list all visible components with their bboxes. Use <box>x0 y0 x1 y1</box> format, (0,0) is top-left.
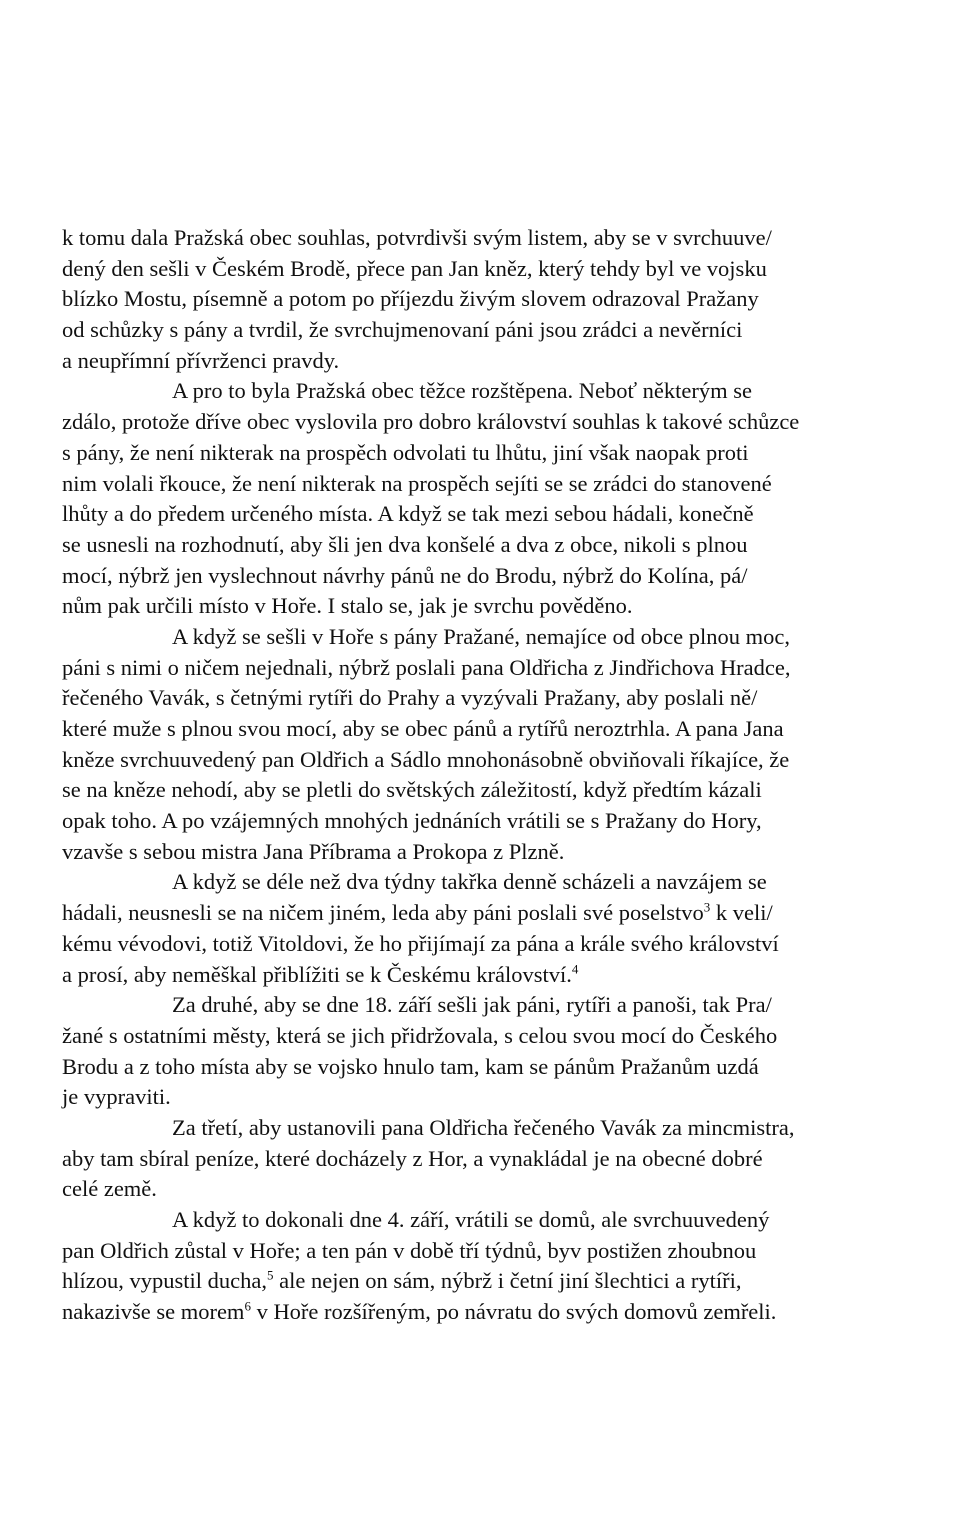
text-line <box>62 745 902 776</box>
text-line <box>62 1174 902 1205</box>
text-line-content: je vypraviti. <box>62 1084 171 1110</box>
text-line <box>62 775 902 806</box>
text-line-content: od schůzky s pány a tvrdil, že svrchujmenovaní páni jsou zrádci a nevěrníci <box>62 317 743 343</box>
text-line <box>62 867 902 898</box>
text-line-content: páni s nimi o ničem nejednali, nýbrž poslali pana Oldřicha z Jindřichova Hradce, <box>62 654 791 680</box>
text-line-content: se na kněze nehodí, aby se pletli do světských záležitostí, když předtím kázali <box>62 777 762 803</box>
text-line-content: A pro to byla Pražská obec těžce rozštěpena. Neboť některým se <box>172 378 753 404</box>
footnote-marker: 5 <box>266 1267 274 1283</box>
text-line <box>62 1113 902 1144</box>
footnote-marker: 4 <box>571 961 579 977</box>
text-line-content: k tomu dala Pražská obec souhlas, potvrdivši svým listem, aby se v svrchuuve/ <box>62 225 772 250</box>
text-line <box>62 499 902 530</box>
text-line <box>62 376 902 407</box>
text-line-content: blízko Mostu, písemně a potom po příjezdu živým slovem odrazoval Pražany <box>62 286 759 312</box>
text-line-content: lhůty a do předem určeného místa. A když se tak mezi sebou hádali, konečně <box>62 501 754 527</box>
footnote-marker: 3 <box>703 899 711 915</box>
text-line <box>62 898 902 929</box>
text-line-content: nům pak určili místo v Hoře. I stalo se, jak je svrchu pověděno. <box>62 593 633 619</box>
text-line <box>62 223 902 254</box>
text-line-content: opak toho. A po vzájemných mnohých jednáních vrátili se s Pražany do Hory, <box>62 808 762 834</box>
text-line-content: Za druhé, aby se dne 18. září sešli jak páni, rytíři a panoši, tak Pra/ <box>172 992 772 1018</box>
text-line <box>62 1052 902 1083</box>
text-line <box>62 407 902 438</box>
text-line-content: Za třetí, aby ustanovili pana Oldřicha řečeného Vavák za mincmistra, <box>172 1114 795 1140</box>
text-line-content: a prosí, aby neměškal přiblížiti se k Českému království. <box>62 961 572 987</box>
text-line-content: aby tam sbíral peníze, které docházely z Hor, a vynakládal je na obecné dobré <box>62 1145 763 1171</box>
text-line-content: celé země. <box>62 1176 157 1202</box>
text-line-content: A když se déle než dva týdny takřka denně scházeli a navzájem se <box>172 869 767 895</box>
text-line-content: dený den sešli v Českém Brodě, přece pan Jan kněz, který tehdy byl ve vojsku <box>62 255 767 281</box>
text-line <box>62 1205 902 1236</box>
text-line <box>62 1144 902 1175</box>
text-line-content: vzavše s sebou mistra Jana Příbrama a Prokopa z Plzně. <box>62 838 565 864</box>
body-text <box>62 223 902 1328</box>
text-line-content: které muže s plnou svou mocí, aby se obec pánů a rytířů neroztrhla. A pana Jana <box>62 716 784 741</box>
text-line-content: kněze svrchuuvedený pan Oldřich a Sádlo mnohonásobně obviňovali říkajíce, že <box>62 746 790 772</box>
text-line-content: pan Oldřich zůstal v Hoře; a ten pán v době tří týdnů, byv postižen zhoubnou <box>62 1237 757 1263</box>
text-line-content: kému vévodovi, totiž Vitoldovi, že ho přijímají za pána a krále svého království <box>62 930 779 956</box>
text-line <box>62 530 902 561</box>
text-line-content: žané s ostatními městy, která se jich přidržovala, s celou svou mocí do Českého <box>62 1022 778 1048</box>
text-line-content: nim volali řkouce, že není nikterak na prospěch sejíti se se zrádci do stanovené <box>62 470 772 496</box>
text-line <box>62 1266 902 1297</box>
text-line-content: hlízou, vypustil ducha, <box>62 1268 267 1294</box>
text-line-content: A když to dokonali dne 4. září, vrátili se domů, ale svrchuuvedený <box>172 1207 770 1232</box>
text-line <box>62 591 902 622</box>
text-line-content: A když se sešli v Hoře s pány Pražané, nemajíce od obce plnou moc, <box>172 623 790 649</box>
text-line <box>62 683 902 714</box>
text-line <box>62 254 902 285</box>
text-line <box>62 1236 902 1267</box>
text-line-content: hádali, neusnesli se na ničem jiném, leda aby páni poslali své poselstvo <box>62 900 704 926</box>
text-line <box>62 315 902 346</box>
text-line-continuation: ale nejen on sám, nýbrž i četní jiní šlechtici a rytíři, <box>273 1268 742 1294</box>
text-line-content: a neupřímní přívrženci pravdy. <box>62 347 340 373</box>
text-line-content: zdálo, protože dříve obec vyslovila pro dobro království souhlas k takové schůzce <box>62 409 800 435</box>
text-line <box>62 960 902 991</box>
text-line-content: nakazivše se morem <box>62 1299 245 1325</box>
footnote-marker: 6 <box>244 1298 251 1314</box>
text-line <box>62 561 902 592</box>
text-line-content: se usnesli na rozhodnutí, aby šli jen dva konšelé a dva z obce, nikoli s plnou <box>62 531 748 557</box>
text-line <box>62 469 902 500</box>
text-line-continuation: k veli/ <box>710 900 773 926</box>
text-line-content: Brodu a z toho místa aby se vojsko hnulo tam, kam se pánům Pražanům uzdá <box>62 1053 759 1079</box>
text-line <box>62 837 902 868</box>
text-line-content: řečeného Vavák, s četnými rytíři do Prahy a vyzývali Pražany, aby poslali ně/ <box>62 685 758 711</box>
text-line <box>62 714 902 745</box>
text-line <box>62 1082 902 1113</box>
text-line <box>62 438 902 469</box>
text-line <box>62 346 902 377</box>
text-line <box>62 806 902 837</box>
text-line <box>62 1297 902 1328</box>
text-line <box>62 1021 902 1052</box>
text-line <box>62 653 902 684</box>
text-line <box>62 622 902 653</box>
text-line-content: mocí, nýbrž jen vyslechnout návrhy pánů ne do Brodu, nýbrž do Kolína, pá/ <box>62 562 748 588</box>
text-line-continuation: v Hoře rozšířeným, po návratu do svých domovů zemřeli. <box>250 1299 777 1325</box>
text-line <box>62 284 902 315</box>
text-line <box>62 990 902 1021</box>
text-line <box>62 929 902 960</box>
text-line-content: s pány, že není nikterak na prospěch odvolati tu lhůtu, jiní však naopak proti <box>62 439 749 465</box>
